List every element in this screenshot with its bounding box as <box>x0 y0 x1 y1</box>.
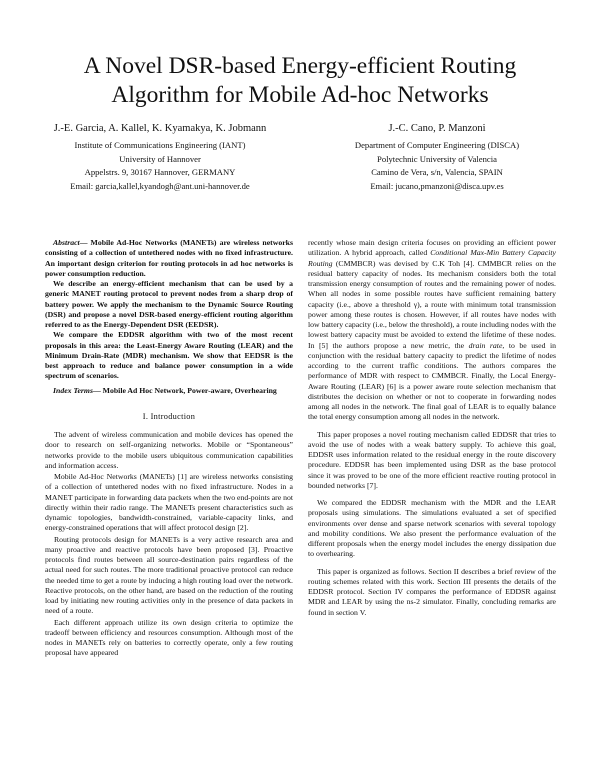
introduction-body <box>45 430 293 659</box>
left-column <box>45 238 293 659</box>
body-paragraph: Routing protocols design for MANETs is a very active research area and many proactive and reactive protocols have been proposed [3]. Proactive protocols find routes between all source-destination pairs regardless of the actual need for such routes. The more traditional proactive protocol can reduce the needed time to get a route by inducing a high routing load over the network. Reactive protocols, on the other hand, are based on the reduction of the routing load by initiating new routing activities only in the presence of data packets in need of a route. <box>45 534 293 616</box>
body-paragraph: The advent of wireless communication and mobile devices has opened the door to research on self-organizing networks. Mobile or “Spontaneous” networks provide to the mobile users ubiquitous communication capabilities and information access. <box>45 430 293 470</box>
title-line-1: A Novel DSR-based Energy-efficient Routing <box>83 53 517 79</box>
title-line-2: Algorithm for Mobile Ad-hoc Networks <box>111 82 489 108</box>
index-terms: Index Terms— Mobile Ad Hoc Network, Power-aware, Overhearing <box>53 385 277 395</box>
author-university: University of Hannover <box>119 153 201 164</box>
author-names: J.-C. Cano, P. Manzoni <box>388 123 486 134</box>
author-affiliation: Institute of Communications Engineering (IANT) <box>74 140 246 150</box>
author-names: J.-E. Garcia, A. Kallel, K. Kyamakya, K. Jobmann <box>53 123 267 134</box>
body-paragraph: Mobile Ad-Hoc Networks (MANETs) [1] are wireless networks consisting of a collection of untethered nodes with no fixed infrastructure. Nodes in a MANET participate in forwarding data packets when the two end-points are not directly within their radio range. The MANETs present characteristics such as dynamic topologies, bandwidth-constrained, variable-capacity links, and energy-constrained operations that will affect protocol design [2]. <box>45 472 293 533</box>
author-affiliation: Department of Computer Engineering (DISCA) <box>354 140 520 150</box>
abstract-paragraph: Abstract— Mobile Ad-Hoc Networks (MANETs) are wireless networks consisting of a collection of untethered nodes with no fixed infrastructure. An important design criterion for routing protocols in ad hoc networks is power consumption reduction. <box>45 238 293 278</box>
abstract-label: Abstract <box>53 238 80 247</box>
body-paragraph: This paper is organized as follows. Section II describes a brief review of the routing schemes related with this work. Section III presents the details of the EDDSR protocol. Section IV compares the performance of EDDSR against MDR and LEAR by using the ns-2 simulator. Finally, concluding remarks are found in section V. <box>308 566 556 617</box>
author-university: Polytechnic University of Valencia <box>377 153 497 164</box>
body-paragraph: Each different approach utilize its own design criteria to optimize the tradeoff between efficiency and resources consumption. Although most of the nodes in MANETs rely on batteries to correctly operate, only a few routing proposal have appeared <box>45 617 293 658</box>
section-heading: I. Introduction <box>142 411 196 421</box>
body-paragraph: This paper proposes a novel routing mechanism called EDDSR that tries to avoid the use of nodes with a weak battery supply. To achieve this goal, EDDSR uses information related to the residual energy in the route discovery procedure. EDDSR has been implemented using DSR as the base protocol since it was proved to be one of the more efficient reactive routing protocol in bounded networks [7]. <box>308 429 556 490</box>
body-paragraph: We compared the EDDSR mechanism with the MDR and the LEAR proposals using simulations. The simulations evaluated a set of specified environments over dense and sparse network scenarios with several topology and mobility conditions. We also present the performance evaluation of the different proposals when the energy model includes the energy dissipation due to overhearing. <box>308 498 556 559</box>
author-email: Email: garcia,kallel,kyandogh@ant.uni-hannover.de <box>70 180 250 191</box>
author-block-right <box>302 122 572 193</box>
drain-rate-term: drain rate <box>468 340 503 350</box>
paper-title <box>40 52 560 110</box>
author-address: Appelstrs. 9, 30167 Hannover, GERMANY <box>84 167 236 178</box>
cmmbcr-name: Conditional Max-Min Battery Capacity Routing <box>308 248 556 268</box>
abstract-paragraph: We describe an energy-efficient mechanism that can be used by a generic MANET routing protocol to prevent nodes from a sharp drop of battery power. We apply the mechanism to the Dynamic Source Routing (DSR) and propose a novel DSR-based energy-efficient routing algorithm referred to as the Energy-Dependent DSR (EEDSR). <box>45 279 293 329</box>
body-paragraph: recently whose main design criteria focuses on providing an efficient power utilization. A hybrid approach, called Conditional Max-Min Battery Capacity Routing (CMMBCR) was devised by C.K Toh [4]. CMMBCR relies on the residual battery capacity of nodes. Its mechanism considers both the total transmission energy consumption of routes and the remaining power of nodes. When all nodes in some possible routes have sufficient remaining battery capacity (i.e., above a threshold γ), a route with minimum total transmission power among these routes is chosen. However, if all routes have nodes with low battery capacity (i.e., below the threshold), a route including nodes with the lowest battery capacity must be avoided to extend the lifetime of these nodes. In [5] the authors propose a new metric, the drain rate, to be used in conjunction with the residual battery capacity to predict the lifetime of nodes according to the current traffic conditions. The authors compares the performance of MDR with respect to CMMBCR. Finally, the Local Energy-Aware Routing (LEAR) [6] is a power aware route selection mechanism that distributes the decision on whether or not to cooperate in forwarding nodes among all nodes in the network. The final goal of LEAR is to equally balance the total energy consumption among all nodes in the network. <box>308 238 556 422</box>
abstract-paragraph: We compare the EDDSR algorithm with two of the most recent proposals in this area: the Least-Energy Aware Routing (LEAR) and the Minimum Drain-Rate (MDR) mechanism. We show that EEDSR is the best approach to reduce and balance power consumption in a wide spectrum of scenarios. <box>45 330 293 381</box>
author-email: Email: jucano,pmanzoni@disca.upv.es <box>370 180 504 191</box>
author-address: Camino de Vera, s/n, Valencia, SPAIN <box>371 167 503 178</box>
right-column <box>308 238 556 618</box>
author-block-left <box>25 122 295 193</box>
abstract <box>45 238 293 382</box>
index-terms-label: Index Terms <box>53 385 93 395</box>
